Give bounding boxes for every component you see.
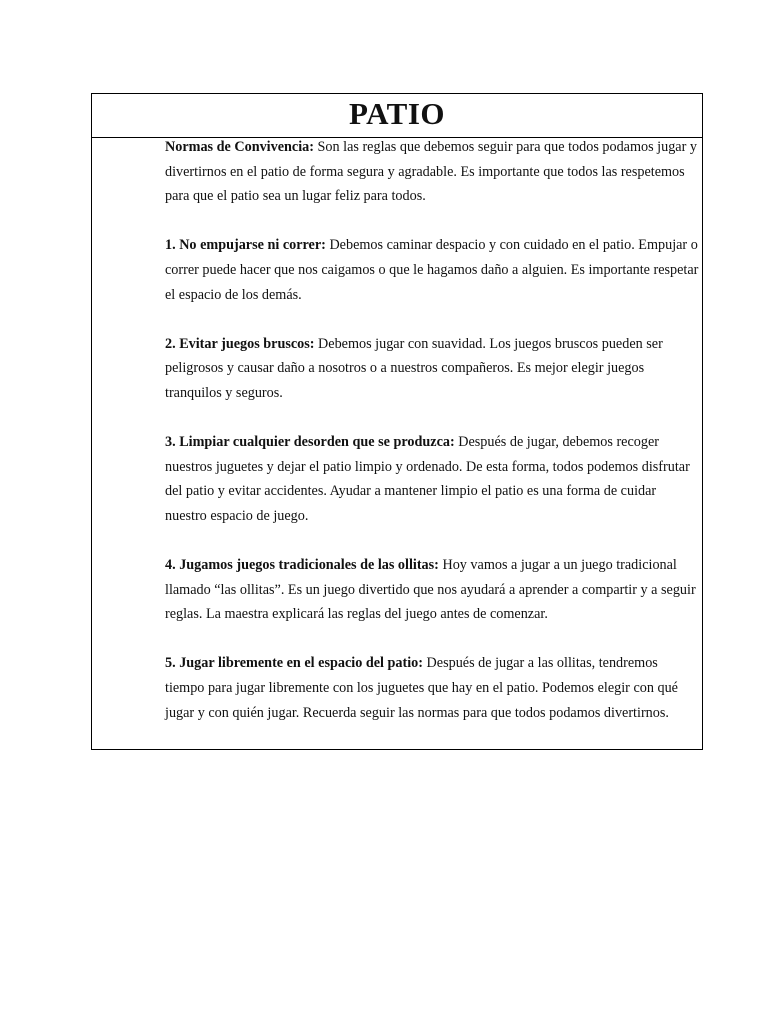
rule-text-2: Debemos jugar con suavidad. Los juegos bruscos pueden ser peligrosos y causar daño a nosotros o a nuestros compañeros. Es mejor elegir juegos tranquilos y seguros. [165,335,663,401]
content-cell [165,135,700,725]
rule-text-1: Debemos caminar despacio y con cuidado en el patio. Empujar o correr puede hacer que nos caigamos o que le hagamos daño a alguien. Es importante respetar el espacio de los demás. [165,237,699,303]
rule-text-5: Después de jugar a las ollitas, tendremos tiempo para jugar libremente con los juguetes que hay en el patio. Podemos elegir con qué jugar y con quién jugar. Recuerda seguir las normas para que todos podamos divertirnos. [165,655,678,721]
page-title: PATIO [348,96,446,131]
title-cell [92,94,702,138]
rule-paragraph-2 [165,332,700,406]
intro-text: Son las reglas que debemos seguir para que todos podamos jugar y divertirnos en el patio de forma segura y agradable. Es importante que todos las respetemos para que el patio sea un lugar feliz para todos. [165,139,697,205]
document-table [91,93,703,750]
intro-heading: Normas de Convivencia: [165,139,314,155]
rule-heading-5: 5. Jugar libremente en el espacio del patio: [165,655,423,672]
rule-paragraph-4 [165,553,700,627]
intro-paragraph [165,135,700,209]
rule-heading-2: 2. Evitar juegos bruscos: [165,335,315,352]
rule-paragraph-3 [165,430,700,528]
rule-paragraph-1 [165,233,700,307]
rule-heading-4: 4. Jugamos juegos tradicionales de las ollitas: [165,557,439,574]
rule-paragraph-5 [165,651,700,725]
rule-text-4: Hoy vamos a jugar a un juego tradicional llamado “las ollitas”. Es un juego divertido que nos ayudará a aprender a compartir y a seguir reglas. La maestra explicará las reglas del juego antes de comenzar. [165,557,696,623]
rule-text-3: Después de jugar, debemos recoger nuestros juguetes y dejar el patio limpio y ordenado. De esta forma, todos podemos disfrutar del patio y evitar accidentes. Ayudar a mantener limpio el patio es una forma de cuidar nuestro espacio de juego. [165,434,690,524]
rule-heading-1: 1. No empujarse ni correr: [165,237,326,254]
rule-heading-3: 3. Limpiar cualquier desorden que se produzca: [165,434,455,451]
